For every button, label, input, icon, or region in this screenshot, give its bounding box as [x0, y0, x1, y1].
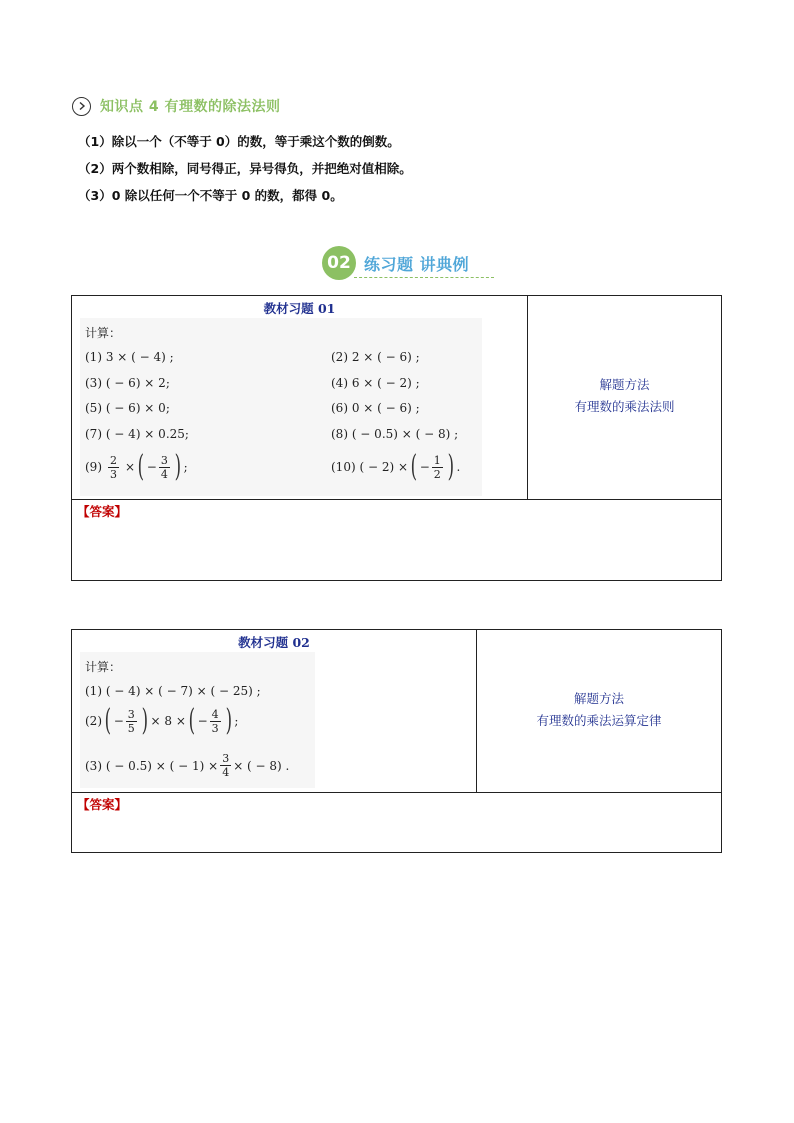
solution-method-value: 有理数的乘法法则 — [574, 399, 675, 414]
right-paren: ) — [141, 703, 148, 738]
exercise-1-title: 教材习题 01 — [263, 301, 336, 316]
rule-2: （2）两个数相除，同号得正，异号得负，并把绝对值相除。 — [78, 161, 412, 176]
problem-intro: 计算： — [85, 660, 122, 674]
knowledge-point-title: 知识点 4 有理数的除法法则 — [100, 99, 281, 115]
problem-8: (8) ( − 0.5) × ( − 8) ; — [331, 427, 459, 441]
denominator: 5 — [127, 721, 135, 735]
solution-method-label: 解题方法 — [599, 377, 650, 392]
problem-5: (5) ( − 6) × 0; — [85, 401, 170, 415]
right-paren: ) — [447, 449, 454, 484]
problem-9 — [85, 449, 188, 484]
fraction-three-quarters — [220, 752, 231, 779]
problem-intro: 计算： — [85, 326, 122, 340]
left-paren: ( — [410, 449, 418, 484]
problem-1: (1) 3 × ( − 4) ; — [85, 350, 174, 364]
numerator: 3 — [160, 453, 168, 467]
section-title: 练习题 讲典例 — [364, 254, 470, 274]
rule-3: （3）0 除以任何一个不等于 0 的数，都得 0。 — [78, 188, 343, 203]
fraction-four-thirds — [210, 708, 221, 735]
section-underline — [354, 277, 494, 278]
fraction-one-half — [432, 454, 443, 481]
denominator: 3 — [211, 721, 219, 735]
problem-3-pre: (3) ( − 0.5) × ( − 1) × — [85, 758, 219, 773]
problem-10-label: (10) ( − 2) × — [331, 460, 408, 474]
numerator: 4 — [211, 707, 219, 721]
solution-method — [477, 688, 721, 732]
left-paren: ( — [137, 449, 145, 484]
answer-label: 【答案】 — [77, 504, 128, 519]
exercise-1-problems — [80, 318, 482, 496]
problem-7: (7) ( − 4) × 0.25; — [85, 427, 189, 441]
problem-10 — [331, 449, 461, 484]
left-paren: ( — [188, 703, 195, 738]
problem-6: (6) 0 × ( − 6) ; — [331, 401, 420, 415]
solution-method-value: 有理数的乘法运算定律 — [536, 713, 662, 728]
problem-9-end: ; — [183, 460, 188, 474]
exercise-2-problems — [80, 652, 315, 788]
chevron-right-circle-icon — [72, 97, 91, 116]
exercise-2-title: 教材习题 02 — [238, 635, 310, 650]
denominator: 2 — [433, 467, 441, 481]
section-heading — [322, 246, 469, 280]
times-sign: × — [125, 460, 136, 474]
problem-10-end: . — [456, 460, 461, 474]
left-paren: ( — [104, 703, 112, 738]
answer-label: 【答案】 — [77, 797, 128, 812]
problem-2-label: (2) — [85, 714, 102, 728]
problem-4: (4) 6 × ( − 2) ; — [331, 376, 420, 390]
fraction-three-fifths — [126, 708, 137, 735]
problem-2-end: ; — [234, 714, 239, 728]
knowledge-point-heading — [72, 95, 281, 117]
rule-1: （1）除以一个（不等于 0）的数，等于乘这个数的倒数。 — [78, 134, 400, 149]
right-paren: ) — [174, 449, 181, 484]
numerator: 3 — [127, 707, 135, 721]
problem-3 — [85, 752, 289, 779]
problem-3: (3) ( − 6) × 2; — [85, 376, 170, 390]
minus-sign: − — [419, 460, 430, 474]
denominator: 3 — [110, 467, 117, 481]
minus-sign: − — [146, 460, 157, 474]
numerator: 3 — [222, 752, 230, 765]
problem-2-middle: × 8 × — [150, 714, 186, 728]
numerator: 2 — [110, 453, 117, 467]
minus-sign: − — [113, 714, 124, 728]
solution-method — [528, 374, 721, 418]
exercise-1-table — [71, 295, 722, 581]
problem-9-label: (9) — [85, 460, 102, 474]
numerator: 1 — [433, 453, 441, 467]
denominator: 4 — [160, 467, 168, 481]
problem-2: (2) 2 × ( − 6) ; — [331, 350, 420, 364]
fraction-two-thirds — [108, 454, 119, 481]
fraction-three-quarters — [159, 454, 170, 481]
problem-1: (1) ( − 4) × ( − 7) × ( − 25) ; — [85, 684, 261, 698]
problem-3-end: × ( − 8) . — [233, 758, 290, 773]
exercise-2-table — [71, 629, 722, 853]
section-badge: 02 — [322, 246, 356, 280]
minus-sign: − — [197, 714, 208, 728]
right-paren: ) — [225, 703, 232, 738]
problem-2 — [85, 703, 239, 738]
row-divider — [72, 792, 721, 793]
denominator: 4 — [222, 766, 230, 779]
solution-method-label: 解题方法 — [573, 691, 624, 706]
row-divider — [72, 499, 721, 500]
